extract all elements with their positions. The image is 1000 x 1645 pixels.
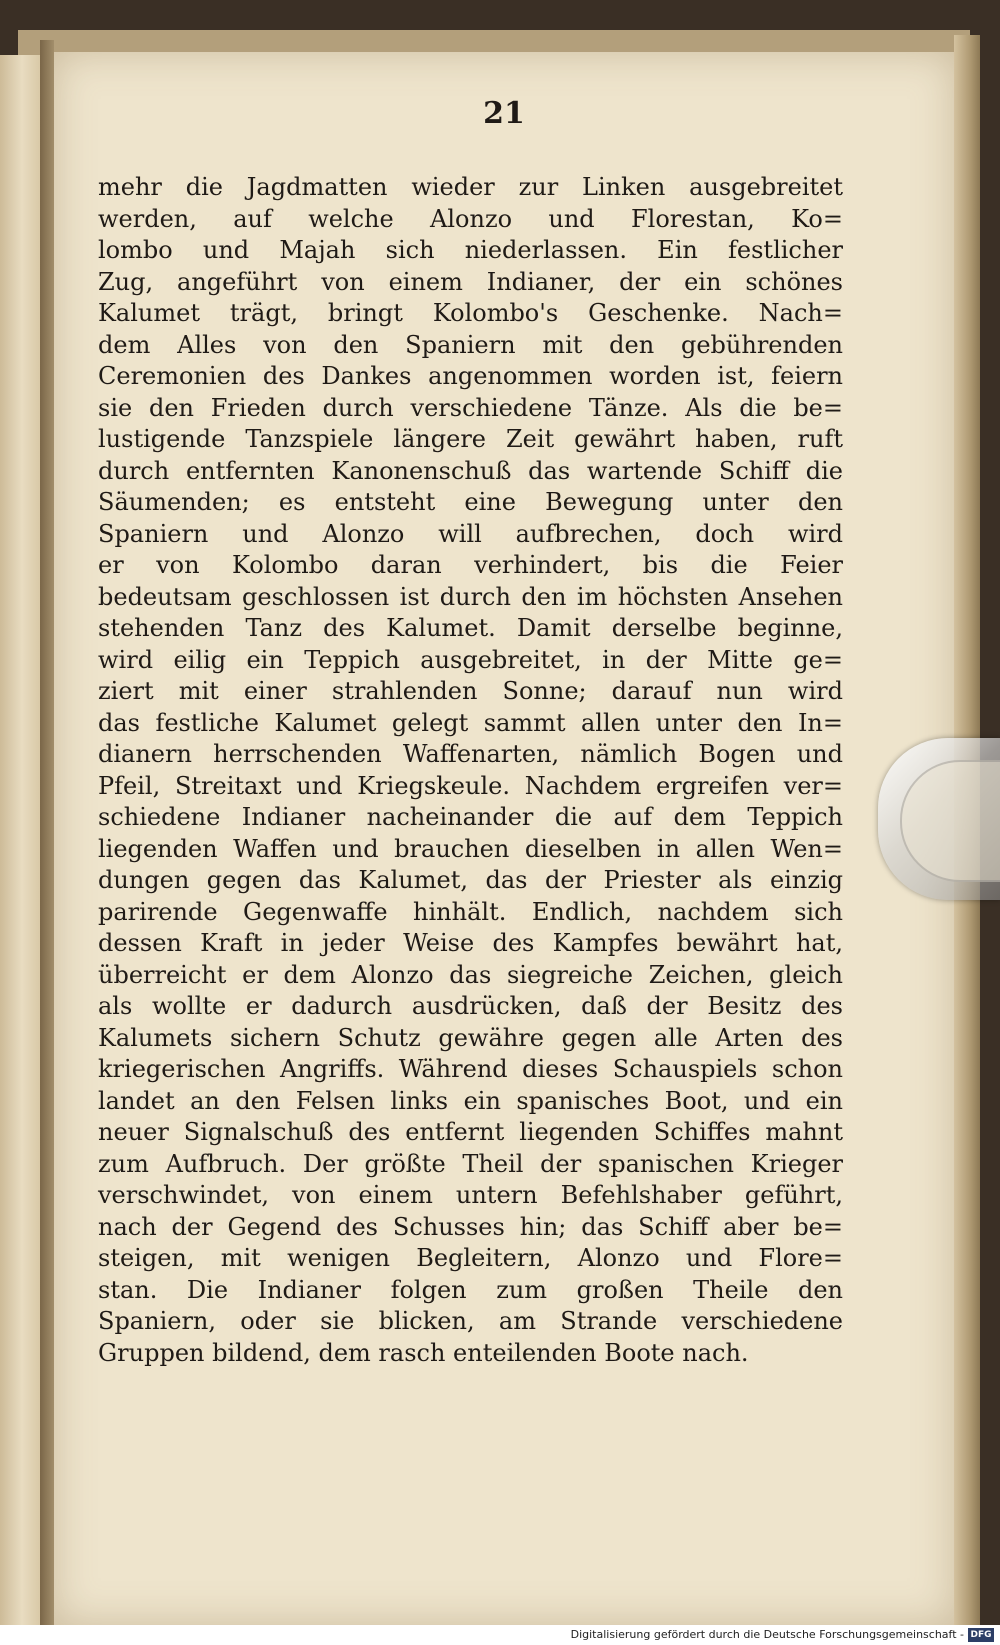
text-line: dessen Kraft in jeder Weise des Kampfes bewährt hat, — [98, 929, 843, 957]
digitization-footer — [0, 1625, 1000, 1645]
text-line: stan. Die Indianer folgen zum großen Theile den — [98, 1275, 843, 1304]
text-line: wird eilig ein Teppich ausgebreitet, in der Mitte ge= — [98, 645, 843, 674]
text-line: durch entfernten Kanonenschuß das wartende Schiff die — [98, 456, 843, 485]
text-line: nach der Gegend des Schusses hin; das Schiff aber be= — [98, 1212, 843, 1241]
book-gutter — [40, 40, 54, 1625]
text-line: kriegerischen Angriffs. Während dieses Schauspiels schon — [98, 1055, 843, 1083]
text-line: bedeutsam geschlossen ist durch den im höchsten Ansehen — [98, 582, 843, 611]
text-line: Spaniern, oder sie blicken, am Strande verschiedene — [98, 1307, 843, 1335]
funding-credit: Digitalisierung gefördert durch die Deutsche Forschungsgemeinschaft - — [570, 1628, 964, 1641]
text-line: Kalumets sichern Schutz gewähre gegen alle Arten des — [98, 1023, 843, 1052]
text-line: er von Kolombo daran verhindert, bis die Feier — [98, 551, 843, 579]
text-line: lombo und Majah sich niederlassen. Ein festlicher — [98, 236, 843, 264]
page-number: 21 — [483, 96, 525, 131]
page-clip-inner — [900, 760, 1000, 882]
text-line: landet an den Felsen links ein spanisches Boot, und ein — [98, 1086, 843, 1115]
text-line: dianern herrschenden Waffenarten, nämlich Bogen und — [98, 740, 843, 768]
text-line: ziert mit einer strahlenden Sonne; darauf nun wird — [98, 677, 843, 705]
text-line: Gruppen bildend, dem rasch enteilenden Boote nach. — [98, 1338, 749, 1367]
text-line: schiedene Indianer nacheinander die auf dem Teppich — [98, 803, 843, 831]
body-text — [98, 172, 843, 1369]
text-line: Ceremonien des Dankes angenommen worden ist, feiern — [98, 362, 843, 390]
text-line: als wollte er dadurch ausdrücken, daß der Besitz des — [98, 992, 843, 1020]
text-line: stehenden Tanz des Kalumet. Damit derselbe beginne, — [98, 614, 843, 642]
text-line: mehr die Jagdmatten wieder zur Linken ausgebreitet — [98, 173, 843, 201]
text-line: steigen, mit wenigen Begleitern, Alonzo und Flore= — [98, 1244, 843, 1272]
text-line: sie den Frieden durch verschiedene Tänze. Als die be= — [98, 393, 843, 422]
text-line: überreicht er dem Alonzo das siegreiche Zeichen, gleich — [98, 960, 843, 989]
text-line: Spaniern und Alonzo will aufbrechen, doch wird — [98, 519, 843, 548]
previous-page-edge — [0, 55, 42, 1625]
text-line: liegenden Waffen und brauchen dieselben in allen Wen= — [98, 834, 843, 863]
dfg-logo: DFG — [968, 1628, 994, 1642]
text-line: Pfeil, Streitaxt und Kriegskeule. Nachdem ergreifen ver= — [98, 771, 843, 800]
text-line: lustigende Tanzspiele längere Zeit gewährt haben, ruft — [98, 425, 843, 453]
text-line: Zug, angeführt von einem Indianer, der ein schönes — [98, 267, 843, 296]
text-line: zum Aufbruch. Der größte Theil der spanischen Krieger — [98, 1149, 843, 1178]
text-line: das festliche Kalumet gelegt sammt allen unter den In= — [98, 708, 843, 737]
text-line: Säumenden; es entsteht eine Bewegung unter den — [98, 488, 843, 516]
text-line: dem Alles von den Spaniern mit den gebührenden — [98, 330, 843, 359]
text-line: parirende Gegenwaffe hinhält. Endlich, nachdem sich — [98, 897, 843, 926]
text-line: verschwindet, von einem untern Befehlshaber geführt, — [98, 1181, 843, 1209]
text-line: neuer Signalschuß des entfernt liegenden Schiffes mahnt — [98, 1118, 843, 1146]
text-line: dungen gegen das Kalumet, das der Priester als einzig — [98, 866, 843, 894]
page-clip-holder — [878, 738, 1000, 900]
text-line: werden, auf welche Alonzo und Florestan, Ko= — [98, 204, 843, 233]
text-line: Kalumet trägt, bringt Kolombo's Geschenke. Nach= — [98, 299, 843, 327]
